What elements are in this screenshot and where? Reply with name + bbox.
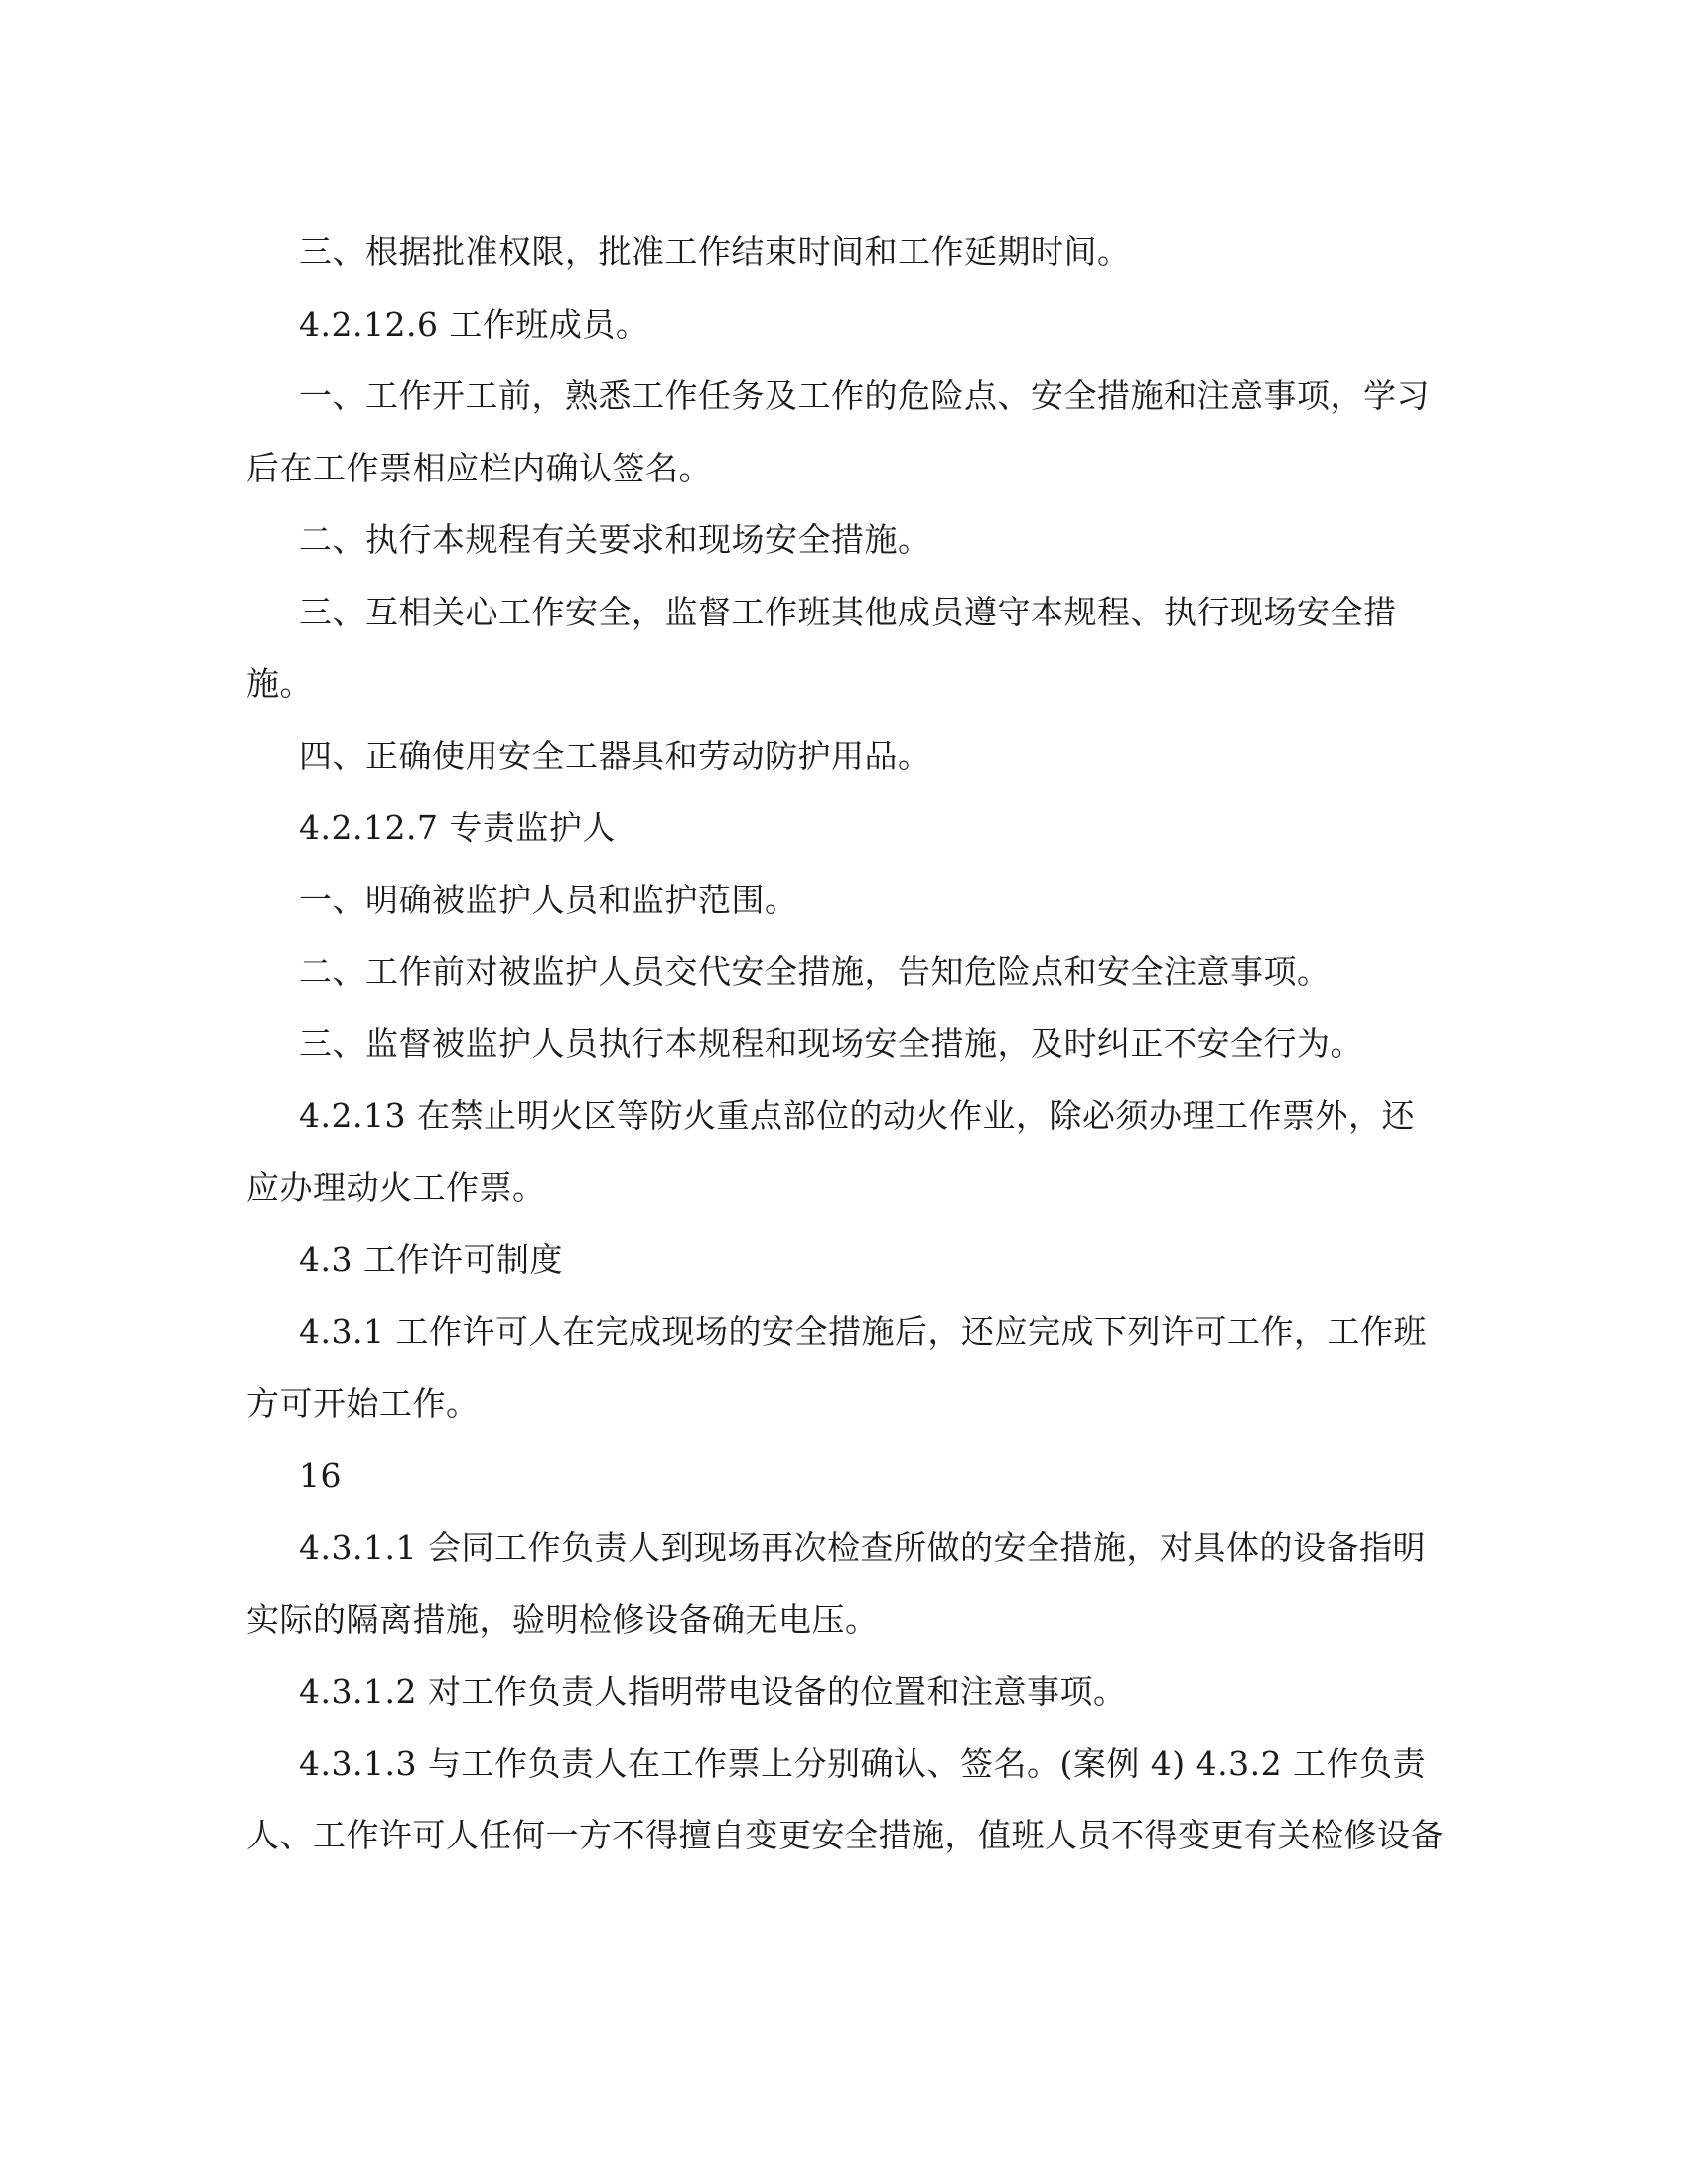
text-line: 一、工作开工前，熟悉工作任务及工作的危险点、安全措施和注意事项，学习 <box>299 376 1430 415</box>
text-line: 后在工作票相应栏内确认签名。 <box>246 448 712 487</box>
text-line: 施。 <box>246 664 313 703</box>
text-line: 四、正确使用安全工器具和劳动防护用品。 <box>299 736 931 775</box>
page-number: 16 <box>299 1455 342 1495</box>
section-heading: 4.2.12.7 专责监护人 <box>299 808 616 847</box>
text-line: 4.2.13 在禁止明火区等防火重点部位的动火作业，除必须办理工作票外，还 <box>299 1096 1415 1135</box>
text-line: 三、监督被监护人员执行本规程和现场安全措施，及时纠正不安全行为。 <box>299 1024 1363 1063</box>
text-line: 一、明确被监护人员和监护范围。 <box>299 880 798 919</box>
text-line: 二、工作前对被监护人员交代安全措施，告知危险点和安全注意事项。 <box>299 952 1331 991</box>
text-line: 方可开始工作。 <box>246 1384 480 1423</box>
section-heading: 4.2.12.6 工作班成员。 <box>299 304 649 343</box>
text-line: 人、工作许可人任何一方不得擅自变更安全措施，值班人员不得变更有关检修设备 <box>246 1816 1444 1854</box>
section-heading: 4.3 工作许可制度 <box>299 1240 563 1279</box>
text-line: 4.3.1.3 与工作负责人在工作票上分别确认、签名。(案例 4) 4.3.2 工作负责 <box>299 1743 1427 1783</box>
text-line: 三、互相关心工作安全，监督工作班其他成员遵守本规程、执行现场安全措 <box>299 592 1397 631</box>
text-line: 实际的隔离措施，验明检修设备确无电压。 <box>246 1599 879 1639</box>
text-line: 应办理动火工作票。 <box>246 1167 546 1207</box>
document-body <box>246 216 1448 1872</box>
text-line: 三、根据批准权限，批准工作结束时间和工作延期时间。 <box>299 232 1131 271</box>
text-line: 二、执行本规程有关要求和现场安全措施。 <box>299 520 931 559</box>
text-line: 4.3.1.1 会同工作负责人到现场再次检查所做的安全措施，对具体的设备指明 <box>299 1528 1426 1567</box>
text-line: 4.3.1 工作许可人在完成现场的安全措施后，还应完成下列许可工作，工作班 <box>299 1311 1427 1351</box>
text-line: 4.3.1.2 对工作负责人指明带电设备的位置和注意事项。 <box>299 1672 1127 1710</box>
